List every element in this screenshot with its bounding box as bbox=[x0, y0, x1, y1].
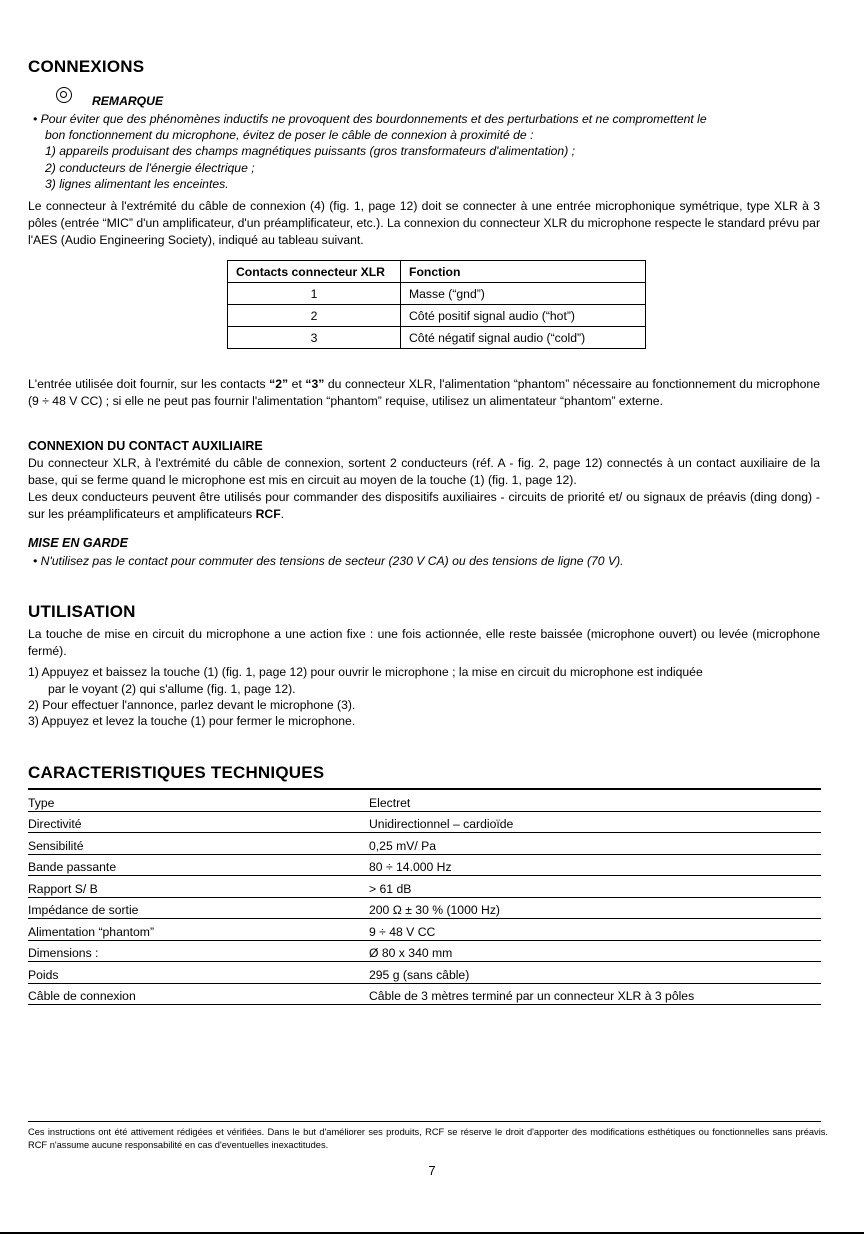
spec-label: Poids bbox=[28, 967, 59, 982]
spec-row bbox=[28, 941, 821, 963]
contact-2-label: “2” bbox=[269, 377, 289, 391]
connexions-text: Le connecteur à l'extrémité du câble de connexion (4) (fig. 1, page 12) doit se connecter à une entrée microphonique symétrique, type XLR à 3 pôles (entrée “MIC” d'un amplificateur, d'un préamplificateur, etc.). La connexion du connecteur XLR du microphone respecte le standard prévu par l'AES (Audio Engineering Society), indiqué au tableau suivant. bbox=[28, 199, 820, 247]
disclaimer: Ces instructions ont été attivement rédigées et vérifiées. Dans le but d'améliorer ses produits, RCF se réserve le droit d'apporter des modifications esthétiques ou fonctionnelles sans préavis. RCF n'assume aucune responsabilité en cas d'eventuelles inexactitudes. bbox=[28, 1127, 828, 1150]
spec-row bbox=[28, 833, 821, 855]
remarque-item: 2) conducteurs de l'énergie électrique ; bbox=[45, 161, 255, 175]
table-row bbox=[228, 283, 646, 305]
section-title-utilisation: UTILISATION bbox=[28, 602, 136, 621]
spec-label: Impédance de sortie bbox=[28, 903, 139, 917]
spec-label: Sensibilité bbox=[28, 838, 84, 853]
utilisation-text: La touche de mise en circuit du microphone a une action fixe : une fois actionnée, elle reste baissée (microphone ouvert) ou levée (microphone fermé). bbox=[28, 627, 820, 658]
spec-value: Electret bbox=[369, 795, 411, 810]
step-3: 3) Appuyez et levez la touche (1) pour fermer le microphone. bbox=[28, 714, 356, 728]
step-text: 1) Appuyez et baissez la touche (1) (fig. 1, page 12) pour ouvrir le microphone ; la mise en circuit du microphone est indiquée bbox=[28, 665, 703, 679]
table-header-cell: Fonction bbox=[401, 261, 646, 283]
table-header-row bbox=[228, 261, 646, 283]
table-cell: Masse (“gnd”) bbox=[401, 283, 646, 305]
spec-row bbox=[28, 790, 821, 812]
step-2: 2) Pour effectuer l'annonce, parlez devant le microphone (3). bbox=[28, 698, 356, 712]
table-cell: 2 bbox=[228, 305, 401, 327]
phantom-and: et bbox=[288, 377, 306, 391]
spec-value: Câble de 3 mètres terminé par un connecteur XLR à 3 pôles bbox=[369, 989, 695, 1003]
footer-rule bbox=[28, 1121, 821, 1122]
table-cell: 1 bbox=[228, 283, 401, 305]
garde-title: MISE EN GARDE bbox=[28, 536, 129, 550]
garde-text: • N'utilisez pas le contact pour commuter des tensions de secteur (230 V CA) ou des tensions de ligne (70 V). bbox=[33, 554, 624, 568]
phantom-text: du connecteur XLR, l'alimentation “phantom” nécessaire au fonctionnement du microphone (9 ÷ 48 V CC) ; si elle ne peut pas fournir l'alimentation “phantom” requise, utilisez un alimentateur “phantom” externe. bbox=[28, 377, 820, 408]
spec-value: 80 ÷ 14.000 Hz bbox=[369, 860, 452, 874]
spec-label: Alimentation “phantom” bbox=[28, 924, 154, 939]
spec-label: Dimensions : bbox=[28, 946, 99, 960]
note-icon bbox=[56, 87, 72, 103]
remarque-line: • Pour éviter que des phénomènes inductifs ne provoquent des bourdonnements et des perturbations et ne compromettent le bbox=[33, 112, 707, 126]
table-cell: Côté négatif signal audio (“cold”) bbox=[401, 327, 646, 349]
spec-label: Type bbox=[28, 795, 55, 810]
aux-paragraph bbox=[28, 455, 820, 523]
spec-row bbox=[28, 984, 821, 1006]
table-row bbox=[228, 305, 646, 327]
spec-value: > 61 dB bbox=[369, 881, 412, 896]
spec-row bbox=[28, 876, 821, 898]
connexions-paragraph bbox=[28, 198, 820, 249]
spec-value: Unidirectionnel – cardioïde bbox=[369, 817, 514, 831]
spec-table bbox=[28, 790, 821, 1005]
spec-value: 0,25 mV/ Pa bbox=[369, 838, 437, 853]
table-cell: 3 bbox=[228, 327, 401, 349]
remarque-title: REMARQUE bbox=[92, 94, 164, 108]
phantom-paragraph bbox=[28, 376, 820, 410]
spec-label: Directivité bbox=[28, 817, 82, 831]
aux-text: Du connecteur XLR, à l'extrémité du câble de connexion, sortent 2 conducteurs (réf. A - fig. 2, page 12) connectés à un contact auxiliaire de la base, qui se ferme quand le microphone est mis en circuit au moyen de la touche (1) (fig. 1, page 12). bbox=[28, 456, 820, 487]
page-number: 7 bbox=[428, 1163, 436, 1178]
spec-value: Ø 80 x 340 mm bbox=[369, 946, 453, 960]
table-cell: Côté positif signal audio (“hot”) bbox=[401, 305, 646, 327]
phantom-text: L'entrée utilisée doit fournir, sur les contacts bbox=[28, 377, 270, 391]
remarque-line: bon fonctionnement du microphone, évitez de poser le câble de connexion à proximité de : bbox=[45, 128, 534, 142]
spec-label: Câble de connexion bbox=[28, 989, 136, 1003]
contact-3-label: “3” bbox=[305, 377, 325, 391]
section-title-caracteristiques: CARACTERISTIQUES TECHNIQUES bbox=[28, 763, 325, 782]
table-row bbox=[228, 327, 646, 349]
brand-name: RCF bbox=[255, 507, 281, 521]
spec-label: Bande passante bbox=[28, 860, 117, 874]
step-text: par le voyant (2) qui s'allume (fig. 1, page 12). bbox=[48, 682, 296, 696]
aux-text: . bbox=[280, 507, 285, 521]
spec-row bbox=[28, 898, 821, 920]
table-header-cell: Contacts connecteur XLR bbox=[228, 261, 401, 283]
aux-title: CONNEXION DU CONTACT AUXILIAIRE bbox=[28, 439, 263, 453]
step-1 bbox=[28, 664, 820, 681]
remarque-item: 3) lignes alimentant les enceintes. bbox=[45, 177, 229, 191]
spec-value: 295 g (sans câble) bbox=[369, 967, 470, 982]
spec-row bbox=[28, 812, 821, 834]
remarque-item: 1) appareils produisant des champs magnétiques puissants (gros transformateurs d'alimentation) ; bbox=[45, 144, 576, 158]
xlr-table bbox=[227, 260, 646, 349]
utilisation-paragraph bbox=[28, 626, 820, 660]
section-title-connexions: CONNEXIONS bbox=[28, 57, 145, 76]
spec-row bbox=[28, 855, 821, 877]
spec-value: 200 Ω ± 30 % (1000 Hz) bbox=[369, 903, 500, 917]
aux-text: Les deux conducteurs peuvent être utilisés pour commander des dispositifs auxiliaires - circuits de priorité et/ ou signaux de préavis (ding dong) - sur les préamplificateurs et amplificateurs bbox=[28, 490, 820, 521]
spec-value: 9 ÷ 48 V CC bbox=[369, 924, 436, 939]
spec-row bbox=[28, 962, 821, 984]
spec-row bbox=[28, 919, 821, 941]
spec-label: Rapport S/ B bbox=[28, 881, 98, 896]
